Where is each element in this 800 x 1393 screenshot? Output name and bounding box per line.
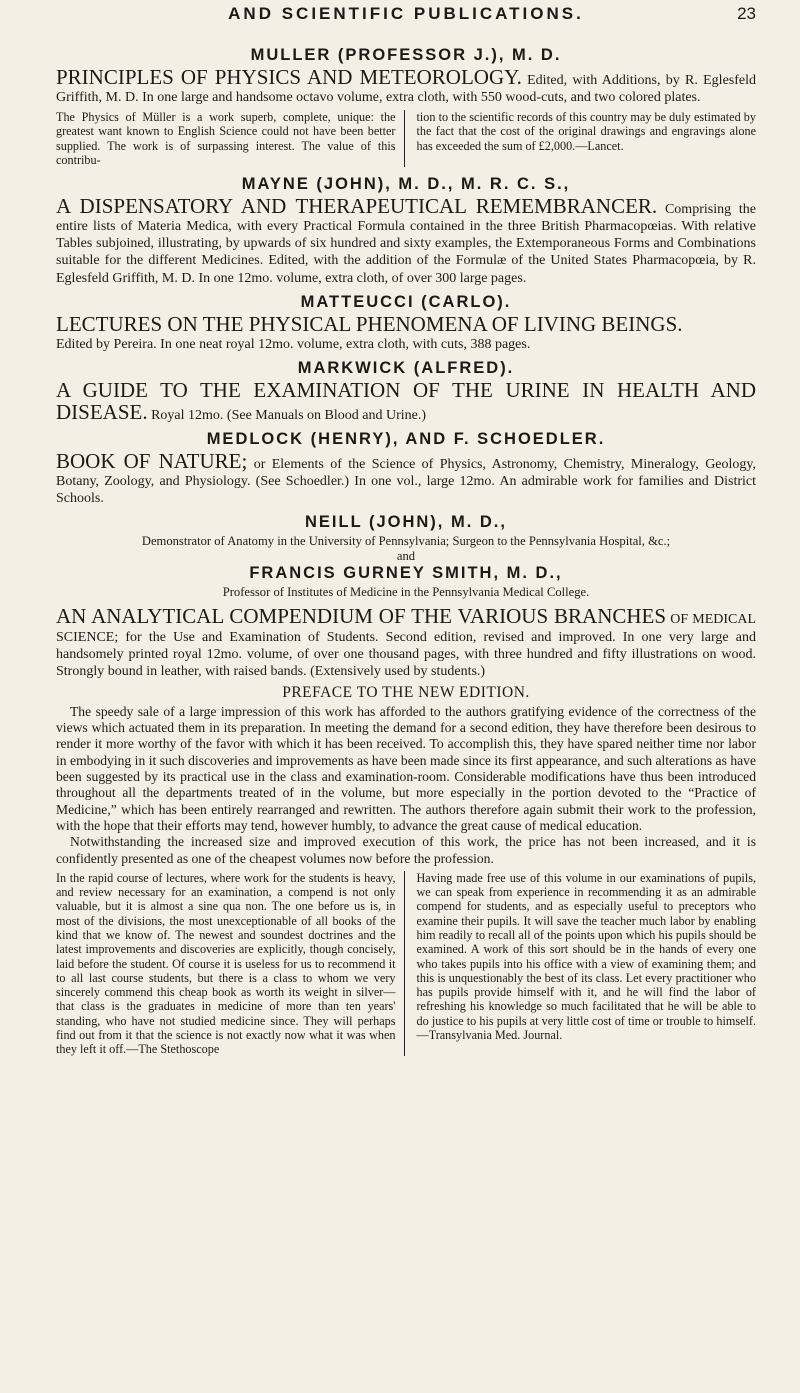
second-author-heading: FRANCIS GURNEY SMITH, M. D., <box>249 564 563 583</box>
book-title: AN ANALYTICAL COMPENDIUM OF THE VARIOUS BRANCHES <box>56 604 667 629</box>
entry-description <box>56 311 756 353</box>
book-details: Comprising the entire lists of Materia Medica, with every Practical Formula contained in the three British Pharmacopœias. With relative Tables subjoined, illustrating, by upwards of six hundred and sixty examples, the Extemporaneous Forms and Combinations suitable for the different Medicines. Edited, with the addition of the Formulæ of the United States Pharmacopœia, by R. Eglesfeld Griffith, M. D. In one 12mo. volume, extra cloth, of over 300 large pages. <box>56 202 756 286</box>
author-heading: MULLER (PROFESSOR J.), M. D. <box>250 46 562 64</box>
preface-heading: PREFACE TO THE NEW EDITION. <box>282 683 530 701</box>
author-heading: MATTEUCCI (CARLO). <box>300 292 512 311</box>
book-details: Edited by Pereira. In one neat royal 12mo. volume, extra cloth, with cuts, 388 pages. <box>56 336 531 352</box>
book-title: LECTURES ON THE PHYSICAL PHENOMENA OF LIVING BEINGS. <box>56 311 683 336</box>
entry-markwick <box>56 359 756 424</box>
entry-description <box>56 377 756 424</box>
preface-paragraph: Notwithstanding the increased size and improved execution of this work, the price has not been increased, and it is confidently presented as one of the cheapest volumes now before the profession. <box>56 834 756 866</box>
book-title: A DISPENSATORY AND THERAPEUTICAL REMEMBRANCER. <box>56 194 658 219</box>
author-affiliation: Demonstrator of Anatomy in the University of Pennsylvania; Surgeon to the Pennsylvania Hospital, &c.; <box>141 534 671 549</box>
author-heading: NEILL (JOHN), M. D., <box>305 513 507 532</box>
book-title: PRINCIPLES OF PHYSICS AND METEOROLOGY. <box>56 65 522 89</box>
and-connector: and <box>396 549 416 564</box>
book-title: BOOK OF NATURE; <box>56 448 248 473</box>
entry-muller <box>56 46 756 167</box>
entry-matteucci <box>56 293 756 353</box>
book-details: Royal 12mo. (See Manuals on Blood and Urine.) <box>151 407 426 423</box>
entry-medlock <box>56 430 756 507</box>
entry-description <box>56 606 756 679</box>
review-left: In the rapid course of lectures, where work for the students is heavy, and review necessary for an examination, a compend is not only valuable, but it is almost a sine qua non. The one before us is, in most of the divisions, the most unexceptionable of all books of the kind that we know of. The newest and soundest doctrines and the latest improvements and discoveries are explicitly, though concisely, laid before the student. Of course it is useless for us to recommend it to all last course students, but there is a class to whom we very sincerely commend this cheap book as worth its weight in silver—that class is the graduates in medicine of more than ten years' standing, who have not studied medicine since. They will perhaps find out from it that the science is not exactly now what it was when they left it off.—The Stethoscope <box>56 871 405 1056</box>
review-left: The Physics of Müller is a work superb, complete, unique: the greatest want known to English Science could not have been better supplied. The work is of surpassing interest. The value of this contribu- <box>56 110 405 167</box>
page-number: 23 <box>737 4 756 23</box>
preface-paragraph: The speedy sale of a large impression of this work has afforded to the authors gratifying evidence of the correctness of the views which actuated them in its preparation. In meeting the demand for a second edition, they have therefore been desirous to render it more worthy of the favor with which it has been received. To accomplish this, they have spared neither time nor labor in embodying in it such discoveries and improvements as have been made since its first appearance, and such alterations as have been suggested by its practical use in the class and examination-room. Considerable modifications have thus been introduced throughout all the departments treated of in the volume, but more especially in the portion devoted to the “Practice of Medicine,” which has been entirely rearranged and rewritten. The authors therefore again submit their work to the profession, with the hope that their efforts may tend, however humbly, to advance the great cause of medical education. <box>56 703 756 833</box>
entry-mayne <box>56 175 756 286</box>
author-heading: MARKWICK (ALFRED). <box>297 358 515 377</box>
review-columns <box>56 110 756 167</box>
book-details: Edited, with Additions, by R. Eglesfeld Griffith, M. D. In one large and handsome octavo volume, extra cloth, with 550 wood-cuts, and two colored plates. <box>56 73 756 106</box>
entry-neill-smith <box>56 513 756 1056</box>
review-right: Having made free use of this volume in our examinations of pupils, we can speak from experience in recommending it as an admirable compend for students, and as especially useful to preceptors who examine their pupils. It will save the teacher much labor by enabling him readily to recall all of the points upon which his pupils should be examined. A work of this sort should be in the hands of every one who takes pupils into his office with a view of examining them; and this is unquestionably the best of its class. Let every practitioner who has pupils provide himself with it, and he will find the labor of refreshing his knowledge so much facilitated that he will be able to do justice to his pupils at very little cost of time or trouble to himself.—Transylvania Med. Journal. <box>416 870 756 1042</box>
entry-description <box>56 448 757 507</box>
entry-description <box>56 196 756 286</box>
entry-description <box>56 67 756 106</box>
book-title: A GUIDE TO THE EXAMINATION OF THE URINE IN HEALTH AND DISEASE. <box>56 377 756 424</box>
running-title: AND SCIENTIFIC PUBLICATIONS. <box>228 4 584 23</box>
author-heading: MEDLOCK (HENRY), AND F. SCHOEDLER. <box>206 429 606 448</box>
second-author-affiliation: Professor of Institutes of Medicine in the Pennsylvania Medical College. <box>222 585 590 600</box>
book-details: or Elements of the Science of Physics, Astronomy, Chemistry, Mineralogy, Geology, Botany, Zoology, and Physiology. (See Schoedler.) In one vol., large 12mo. An admirable work for families and District Schools. <box>56 456 757 507</box>
review-columns <box>56 871 756 1056</box>
review-right: tion to the scientific records of this country may be duly estimated by the fact that the cost of the original drawings and engravings alone has exceeded the sum of £2,000.—Lancet. <box>416 110 756 153</box>
running-head <box>56 0 756 40</box>
author-heading: MAYNE (JOHN), M. D., M. R. C. S., <box>241 175 571 194</box>
book-details: OF MEDICAL SCIENCE; for the Use and Examination of Students. Second edition, revised and improved. In one very large and handsomely printed royal 12mo. volume, of over one thousand pages, with three hundred and fifty illustrations on wood. Strongly bound in leather, with raised bands. (Extensively used by students.) <box>56 612 757 679</box>
